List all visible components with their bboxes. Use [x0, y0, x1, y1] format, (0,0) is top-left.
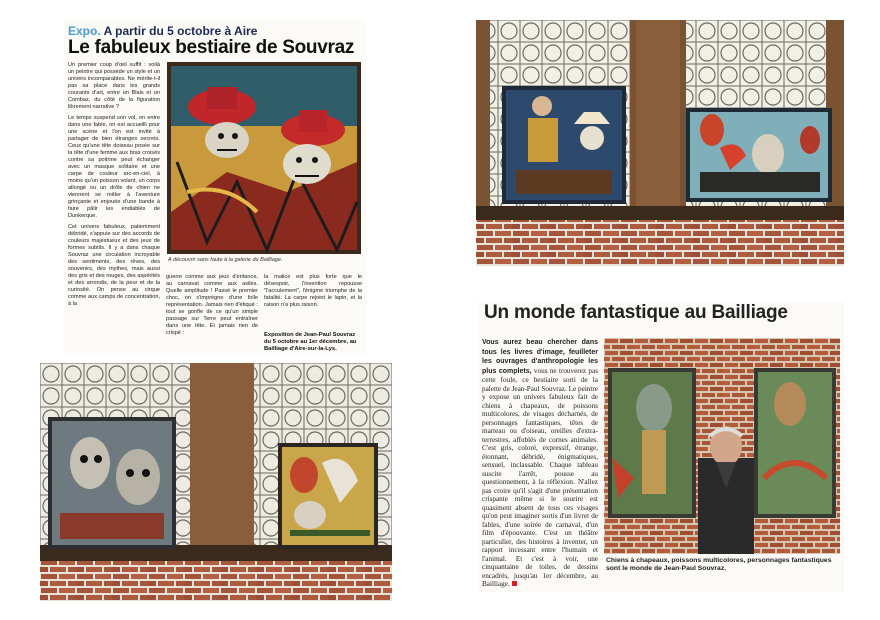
- painting-photo-hats: [167, 62, 361, 254]
- article-bestiaire: [64, 20, 366, 355]
- article1-paragraph-2: Le temps suspend son vol, on entre dans une fable, on est accueilli pour une scène et l'on est invité à partager de bien étranges secrets. Ceux qu'une tête doiseau posée sur la tête d'une femme aux bras croisés contre sa poitrine peut échanger avec un masque solitaire et une carpe de couleur arc-en-ciel, à moins qu'un poisson volant, un corps allongé ou un drôle de chien ne viennent se mêler à l'aventure grinçante et enjouée d'une bande à faire pâlir les endiablés de Dunkerque.: [68, 115, 160, 219]
- article-monde-fantastique: [478, 302, 844, 592]
- article1-kicker: Expo. A partir du 5 octobre à Aire: [68, 24, 258, 38]
- article2-body-text: vous ne trouverez pas cette foule, ce bestiaire sorti de la palette de Jean-Paul Souvraz. Le peintre y expose un univers fabuleux fait de chiens à chapeaux, de poissons multicolores, de visages décharnés, de personnages fantastiques, têtes de marteau ou d'oiseau, oreilles d'extra-terrestres, affublés de cornes animales. C'est gris, coloré, expressif, étrange, étonnant, débridé, énigmatiques, sensuel, inclassable. Chaque tableau suscite l'arrêt, pousse au questionnement, à la réflexion. N'allez pas croire qu'il s'agit d'une présentation crispante même si le sourire est quasiment absent de tous ces visages qu'on peut imaginer sortis d'un livret de fables, d'une soirée de carnaval, d'un film d'épouvante. C'est un théâtre particulier, des histoires à inventer, un rapport incessant entre l'humain et l'animal. Et c'est à voir, une cinquantaine de toiles, de dessins encadrés, jusqu'au 1er décembre, au Bailliage.: [482, 366, 598, 588]
- article1-paragraph-1: Un premier coup d'œil suffit : voilà un peintre qui possède un style et un univers incomparables. Ne mérite-t-il pas sa place dans les grands courants d'art, entre un Blais et un Combaz, du côté de la figuration librement narrative ?: [68, 62, 160, 110]
- gallery-photo-window-top: [476, 20, 844, 266]
- gallery-photo-window-bottom: [40, 363, 392, 601]
- article1-column-2: guerre comme aux jeux d'enfance, au carnaval comme aux asiles. Quelle amplitude ! Passé le premier choc, on s'imprègne d'une folle représentation. Jamais rien d'étiqué : tout se gonfle de ce qu'un simple passage sur Terre peut entraîner dans une tête. Et jamais rien de crispé :: [166, 274, 258, 336]
- article1-paragraph-3: Cet univers fabuleux, patiemment débridé, s'appuie sur des accords de couleurs majestueux et des jeux de formes subtils. Il y a dans chaque Souvraz une circulation incroyable des sentiments, des rêves, des souvenirs, des mythes, mais aussi des gris et des rouges, des aspérités et des arrondis, de la peur et de la curiosité. On pense au cirque comme aux camps de concentration, à la: [68, 224, 160, 307]
- article1-exhibition-info: Exposition de Jean-Paul Souvraz du 5 octobre au 1er décembre, au Bailliage d'Aire-sur-la-Lys.: [264, 332, 357, 352]
- article2-photo-caption: Chiens à chapeaux, poissons multicolores, personnages fantastiques sont le monde de Jean-Paul Souvraz.: [606, 557, 832, 572]
- article1-kicker-sub: A partir du 5 octobre à Aire: [103, 24, 258, 38]
- article2-body: [482, 338, 598, 590]
- artist-photo: [604, 338, 840, 554]
- article1-column-1: [68, 62, 160, 352]
- article1-column-3: la malice est plus forte que le désespoir, l'invention repousse "l'acculement", l'énigme triomphe de la fatalité. La carpe rejoint le lapin, et la raison n'a plus raison.: [264, 274, 362, 308]
- article1-title: Le fabuleux bestiaire de Souvraz: [68, 37, 355, 58]
- article2-lead: Vous aurez beau chercher dans tous les livres d'image, feuilleter les ouvrages d'anthropologie les plus complets,: [482, 339, 598, 375]
- article1-photo-caption: A découvrir sans faute à la galerie du Bailliage.: [168, 257, 283, 263]
- article2-title: Un monde fantastique au Bailliage: [484, 302, 788, 323]
- end-mark-icon: [512, 581, 517, 586]
